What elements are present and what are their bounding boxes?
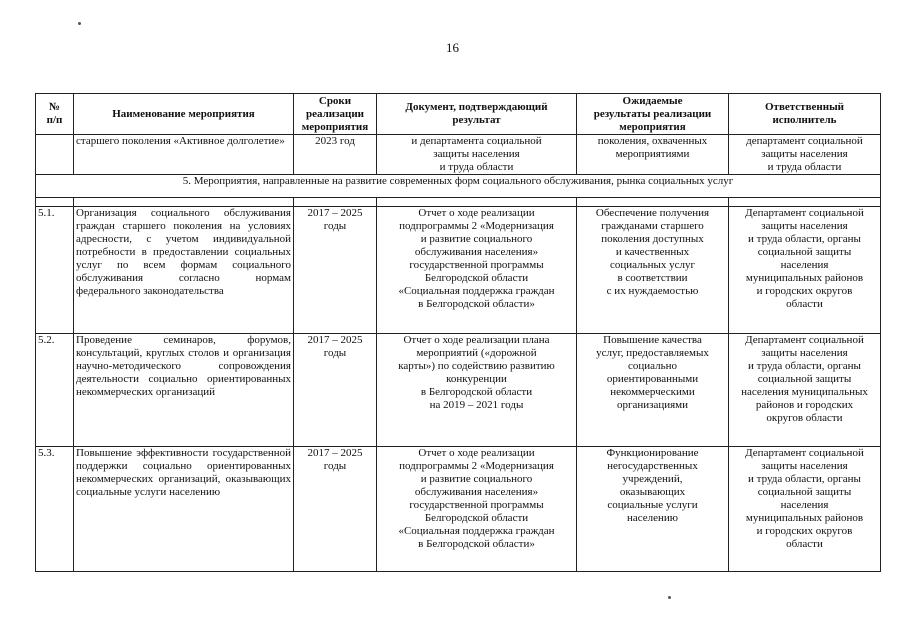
measures-table (35, 93, 881, 572)
cell-measure-name: старшего поколения «Активное долголетие» (74, 135, 294, 175)
table-row (36, 334, 881, 447)
scan-speck (78, 22, 81, 25)
cell-executor: Департамент социальной защиты населения и труда области, органы социальной защиты населения муниципальных районов и городских округов области (729, 447, 881, 572)
column-header-document: Документ, подтверждающий результат (377, 94, 577, 135)
cell-number: 5.1. (36, 207, 74, 334)
page-number: 16 (446, 40, 459, 55)
table-row (36, 207, 881, 334)
section-title: 5. Мероприятия, направленные на развитие современных форм социального обслуживания, рынка социальных услуг (36, 175, 881, 198)
cell-document: Отчет о ходе реализации подпрограммы 2 «Модернизация и развитие социального обслуживания населения» государственной программы Белгородской области «Социальная поддержка граждан в Белгородской области» (377, 447, 577, 572)
cell-term: 2023 год (294, 135, 377, 175)
column-header-measure-name: Наименование мероприятия (74, 94, 294, 135)
cell-expected-result: Функционирование негосударственных учреждений, оказывающих социальные услуги населению (577, 447, 729, 572)
cell-expected-result: поколения, охваченных мероприятиями (577, 135, 729, 175)
column-header-number: № п/п (36, 94, 74, 135)
table-header-row (36, 94, 881, 135)
cell-measure-name: Повышение эффективности государственной поддержки социально ориентированных некоммерческих организаций, оказывающих социальные услуги населению (74, 447, 294, 572)
section-row (36, 175, 881, 198)
cell-number (36, 135, 74, 175)
cell-executor: Департамент социальной защиты населения и труда области, органы социальной защиты населения муниципальных районов и городских округов области (729, 207, 881, 334)
cell-term: 2017 – 2025 годы (294, 334, 377, 447)
cell-document: Отчет о ходе реализации подпрограммы 2 «Модернизация и развитие социального обслуживания населения» государственной программы Белгородской области «Социальная поддержка граждан в Белгородской области» (377, 207, 577, 334)
cell-document: Отчет о ходе реализации плана мероприятий («дорожной карты») по содействию развитию конкуренции в Белгородской области на 2019 – 2021 годы (377, 334, 577, 447)
cell-expected-result: Повышение качества услуг, предоставляемых социально ориентированными некоммерческими организациями (577, 334, 729, 447)
column-header-expected-result: Ожидаемые результаты реализации мероприятия (577, 94, 729, 135)
cell-number: 5.2. (36, 334, 74, 447)
column-header-term: Сроки реализации мероприятия (294, 94, 377, 135)
cell-document: и департамента социальной защиты населения и труда области (377, 135, 577, 175)
spacer-row (36, 198, 881, 207)
table-row-continuation (36, 135, 881, 175)
cell-term: 2017 – 2025 годы (294, 207, 377, 334)
column-header-executor: Ответственный исполнитель (729, 94, 881, 135)
cell-executor: департамент социальной защиты населения и труда области (729, 135, 881, 175)
cell-measure-name: Организация социального обслуживания граждан старшего поколения на условиях адресности, с учетом индивидуальной потребности в предоставлении социальных услуг по всем формам социального обслуживания согласно нормам федерального законодательства (74, 207, 294, 334)
cell-term: 2017 – 2025 годы (294, 447, 377, 572)
cell-expected-result: Обеспечение получения гражданами старшего поколения доступных и качественных социальных услуг в соответствии с их нуждаемостью (577, 207, 729, 334)
scan-speck (668, 596, 671, 599)
cell-measure-name: Проведение семинаров, форумов, консультаций, круглых столов и организация научно-методического сопровождения деятельности социально ориентированных некоммерческих организаций (74, 334, 294, 447)
table-row (36, 447, 881, 572)
cell-executor: Департамент социальной защиты населения и труда области, органы социальной защиты населения муниципальных районов и городских округов области (729, 334, 881, 447)
cell-number: 5.3. (36, 447, 74, 572)
